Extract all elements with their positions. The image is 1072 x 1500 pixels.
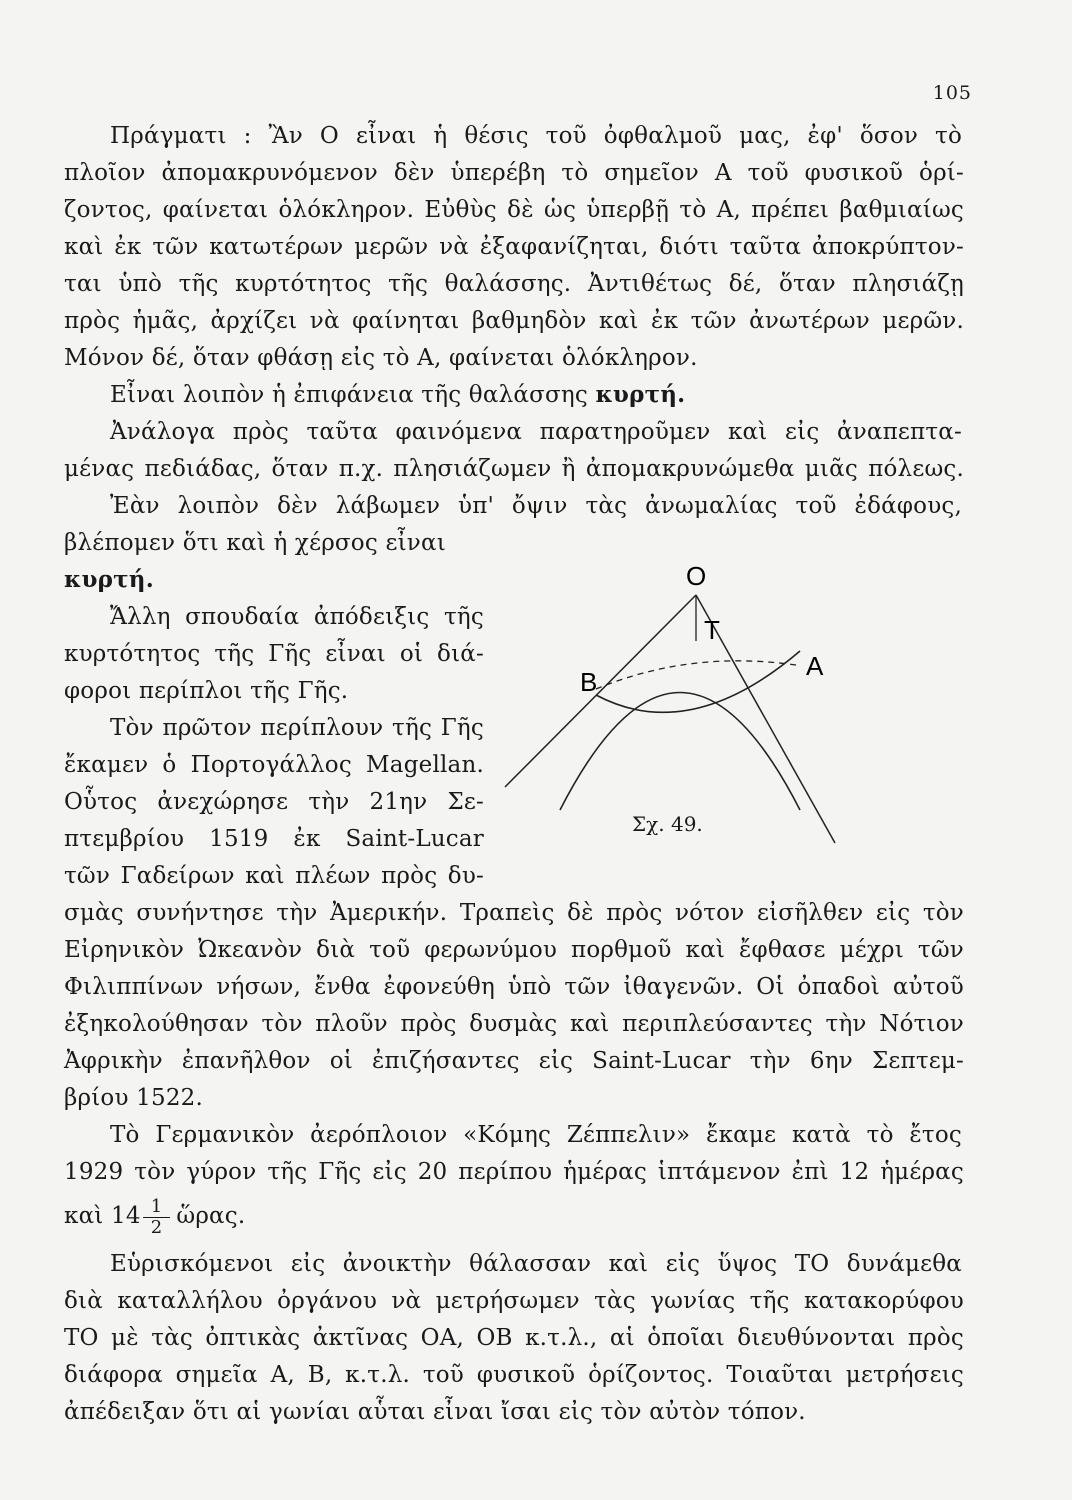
text-line: Τὸν πρῶτον περίπλουν τῆς Γῆς bbox=[110, 715, 484, 741]
text-line bbox=[110, 377, 1010, 413]
sight-line-ob bbox=[505, 595, 696, 787]
text-line: καὶ ἐκ τῶν κατωτέρων μερῶν νὰ ἐξαφανίζηται, διότι ταῦτα ἀποκρύπτον- bbox=[64, 234, 964, 260]
text-line: βλέπομεν ὅτι καὶ ἡ χέρσος εἶναι bbox=[64, 530, 446, 556]
label-b: B bbox=[580, 667, 598, 697]
text-run: ὥρας. bbox=[176, 1203, 246, 1229]
text-line: Εὑρισκόμενοι εἰς ἀνοικτὴν θάλασσαν καὶ εἰς ὕψος ΤΟ δυνάμεθα bbox=[110, 1251, 962, 1277]
text-line: ζοντος, φαίνεται ὁλόκληρον. Εὐθὺς δὲ ὡς ὑπερβῇ τὸ Α, πρέπει βαθμιαίως bbox=[64, 197, 964, 223]
text-line: πλοῖον ἀπομακρυνόμενον δὲν ὑπερέβη τὸ σημεῖον Α τοῦ φυσικοῦ ὁρί- bbox=[64, 160, 964, 186]
text-run: Εἶναι λοιπὸν ἡ ἐπιφάνεια τῆς θαλάσσης bbox=[110, 382, 588, 408]
page-number: 105 bbox=[932, 82, 972, 104]
text-line: διὰ καταλλήλου ὀργάνου νὰ μετρήσωμεν τὰς γωνίας τῆς κατακορύφου bbox=[64, 1288, 964, 1314]
text-line: διάφορα σημεῖα Α, Β, κ.τ.λ. τοῦ φυσικοῦ ὁρίζοντος. Τοιαῦται μετρήσεις bbox=[64, 1362, 964, 1388]
text-line: ἀπέδειξαν ὅτι αἱ γωνίαι αὗται εἶναι ἴσαι εἰς τὸν αὐτὸν τόπον. bbox=[64, 1399, 806, 1425]
text-line: Ἀνάλογα πρὸς ταῦτα φαινόμενα παρατηροῦμεν καὶ εἰς ἀναπεπτα- bbox=[110, 419, 962, 445]
text-line: τῶν Γαδείρων καὶ πλέων πρὸς δυ- bbox=[64, 863, 484, 889]
text-line: Πράγματι : Ἂν Ο εἶναι ἡ θέσις τοῦ ὀφθαλμοῦ μας, ἐφ' ὅσον τὸ bbox=[110, 123, 962, 149]
bold-term: κυρτή. bbox=[64, 566, 154, 593]
text-line: ἐξηκολούθησαν τὸν πλοῦν πρὸς δυσμὰς καὶ περιπλεύσαντες τὴν Νότιον bbox=[64, 1011, 964, 1037]
text-line: πτεμβρίου 1519 ἐκ Saint-Lucar bbox=[64, 826, 484, 852]
label-a: A bbox=[806, 651, 824, 681]
label-t: T bbox=[704, 615, 720, 645]
text-line: Οὗτος ἀνεχώρησε τὴν 21ην Σε- bbox=[64, 789, 484, 815]
label-o: O bbox=[686, 561, 707, 591]
earth-arc bbox=[560, 693, 800, 811]
text-line: Μόνον δέ, ὅταν φθάσῃ εἰς τὸ Α, φαίνεται ὁλόκληρον. bbox=[64, 345, 698, 371]
text-line: 1929 τὸν γύρον τῆς Γῆς εἰς 20 περίπου ἡμέρας ἱπτάμενον ἐπὶ 12 ἡμέρας bbox=[64, 1159, 964, 1185]
text-line: Ἐὰν λοιπὸν δὲν λάβωμεν ὑπ' ὄψιν τὰς ἀνωμαλίας τοῦ ἐδάφους, bbox=[110, 493, 962, 519]
text-line: ἔκαμεν ὁ Πορτογάλλος Magellan. bbox=[64, 752, 484, 778]
text-line: Φιλιππίνων νήσων, ἔνθα ἐφονεύθη ὑπὸ τῶν ἰθαγενῶν. Οἱ ὀπαδοὶ αὐτοῦ bbox=[64, 974, 964, 1000]
curvature-diagram bbox=[500, 555, 840, 845]
text-line: ΤΟ μὲ τὰς ὀπτικὰς ἀκτῖνας ΟΑ, ΟΒ κ.τ.λ., αἱ ὁποῖαι διευθύνονται πρὸς bbox=[64, 1325, 964, 1351]
text-line: πρὸς ἡμᾶς, ἀρχίζει νὰ φαίνηται βαθμηδὸν καὶ ἐκ τῶν ἀνωτέρων μερῶν. bbox=[64, 308, 964, 334]
text-run: καὶ 14 bbox=[64, 1203, 141, 1229]
text-line: Τὸ Γερμανικὸν ἀερόπλοιον «Κόμης Ζέππελιν» ἔκαμε κατὰ τὸ ἔτος bbox=[110, 1122, 962, 1148]
text-line: σμὰς συνήντησε τὴν Ἀμερικήν. Τραπεὶς δὲ πρὸς νότον εἰσῆλθεν εἰς τὸν bbox=[64, 900, 964, 926]
figure-49 bbox=[500, 555, 840, 845]
fraction-denominator: 2 bbox=[150, 1216, 163, 1238]
text-line: Ἄλλη σπουδαία ἀπόδειξις τῆς bbox=[110, 604, 484, 630]
fraction-numerator: 1 bbox=[143, 1197, 171, 1218]
lens-arc bbox=[596, 651, 800, 712]
text-line bbox=[64, 1192, 964, 1240]
figure-caption: Σχ. 49. bbox=[632, 812, 703, 836]
fraction bbox=[143, 1197, 171, 1238]
text-line: ται ὑπὸ τῆς κυρτότητος τῆς θαλάσσης. Ἀντιθέτως δέ, ὅταν πλησιάζῃ bbox=[64, 271, 964, 297]
bold-term: κυρτή. bbox=[595, 381, 686, 408]
text-line: μένας πεδιάδας, ὅταν π.χ. πλησιάζωμεν ἢ ἀπομακρυνώμεθα μιᾶς πόλεως. bbox=[64, 456, 964, 482]
text-line: φοροι περίπλοι τῆς Γῆς. bbox=[64, 678, 349, 704]
text-line: κυρτότητος τῆς Γῆς εἶναι οἱ διά- bbox=[64, 641, 484, 667]
text-line: Εἰρηνικὸν Ὠκεανὸν διὰ τοῦ φερωνύμου πορθμοῦ καὶ ἔφθασε μέχρι τῶν bbox=[64, 937, 964, 963]
text-line: βρίου 1522. bbox=[64, 1085, 204, 1111]
text-line: Ἀφρικὴν ἐπανῆλθον οἱ ἐπιζήσαντες εἰς Saint-Lucar τὴν 6ην Σεπτεμ- bbox=[64, 1048, 964, 1074]
